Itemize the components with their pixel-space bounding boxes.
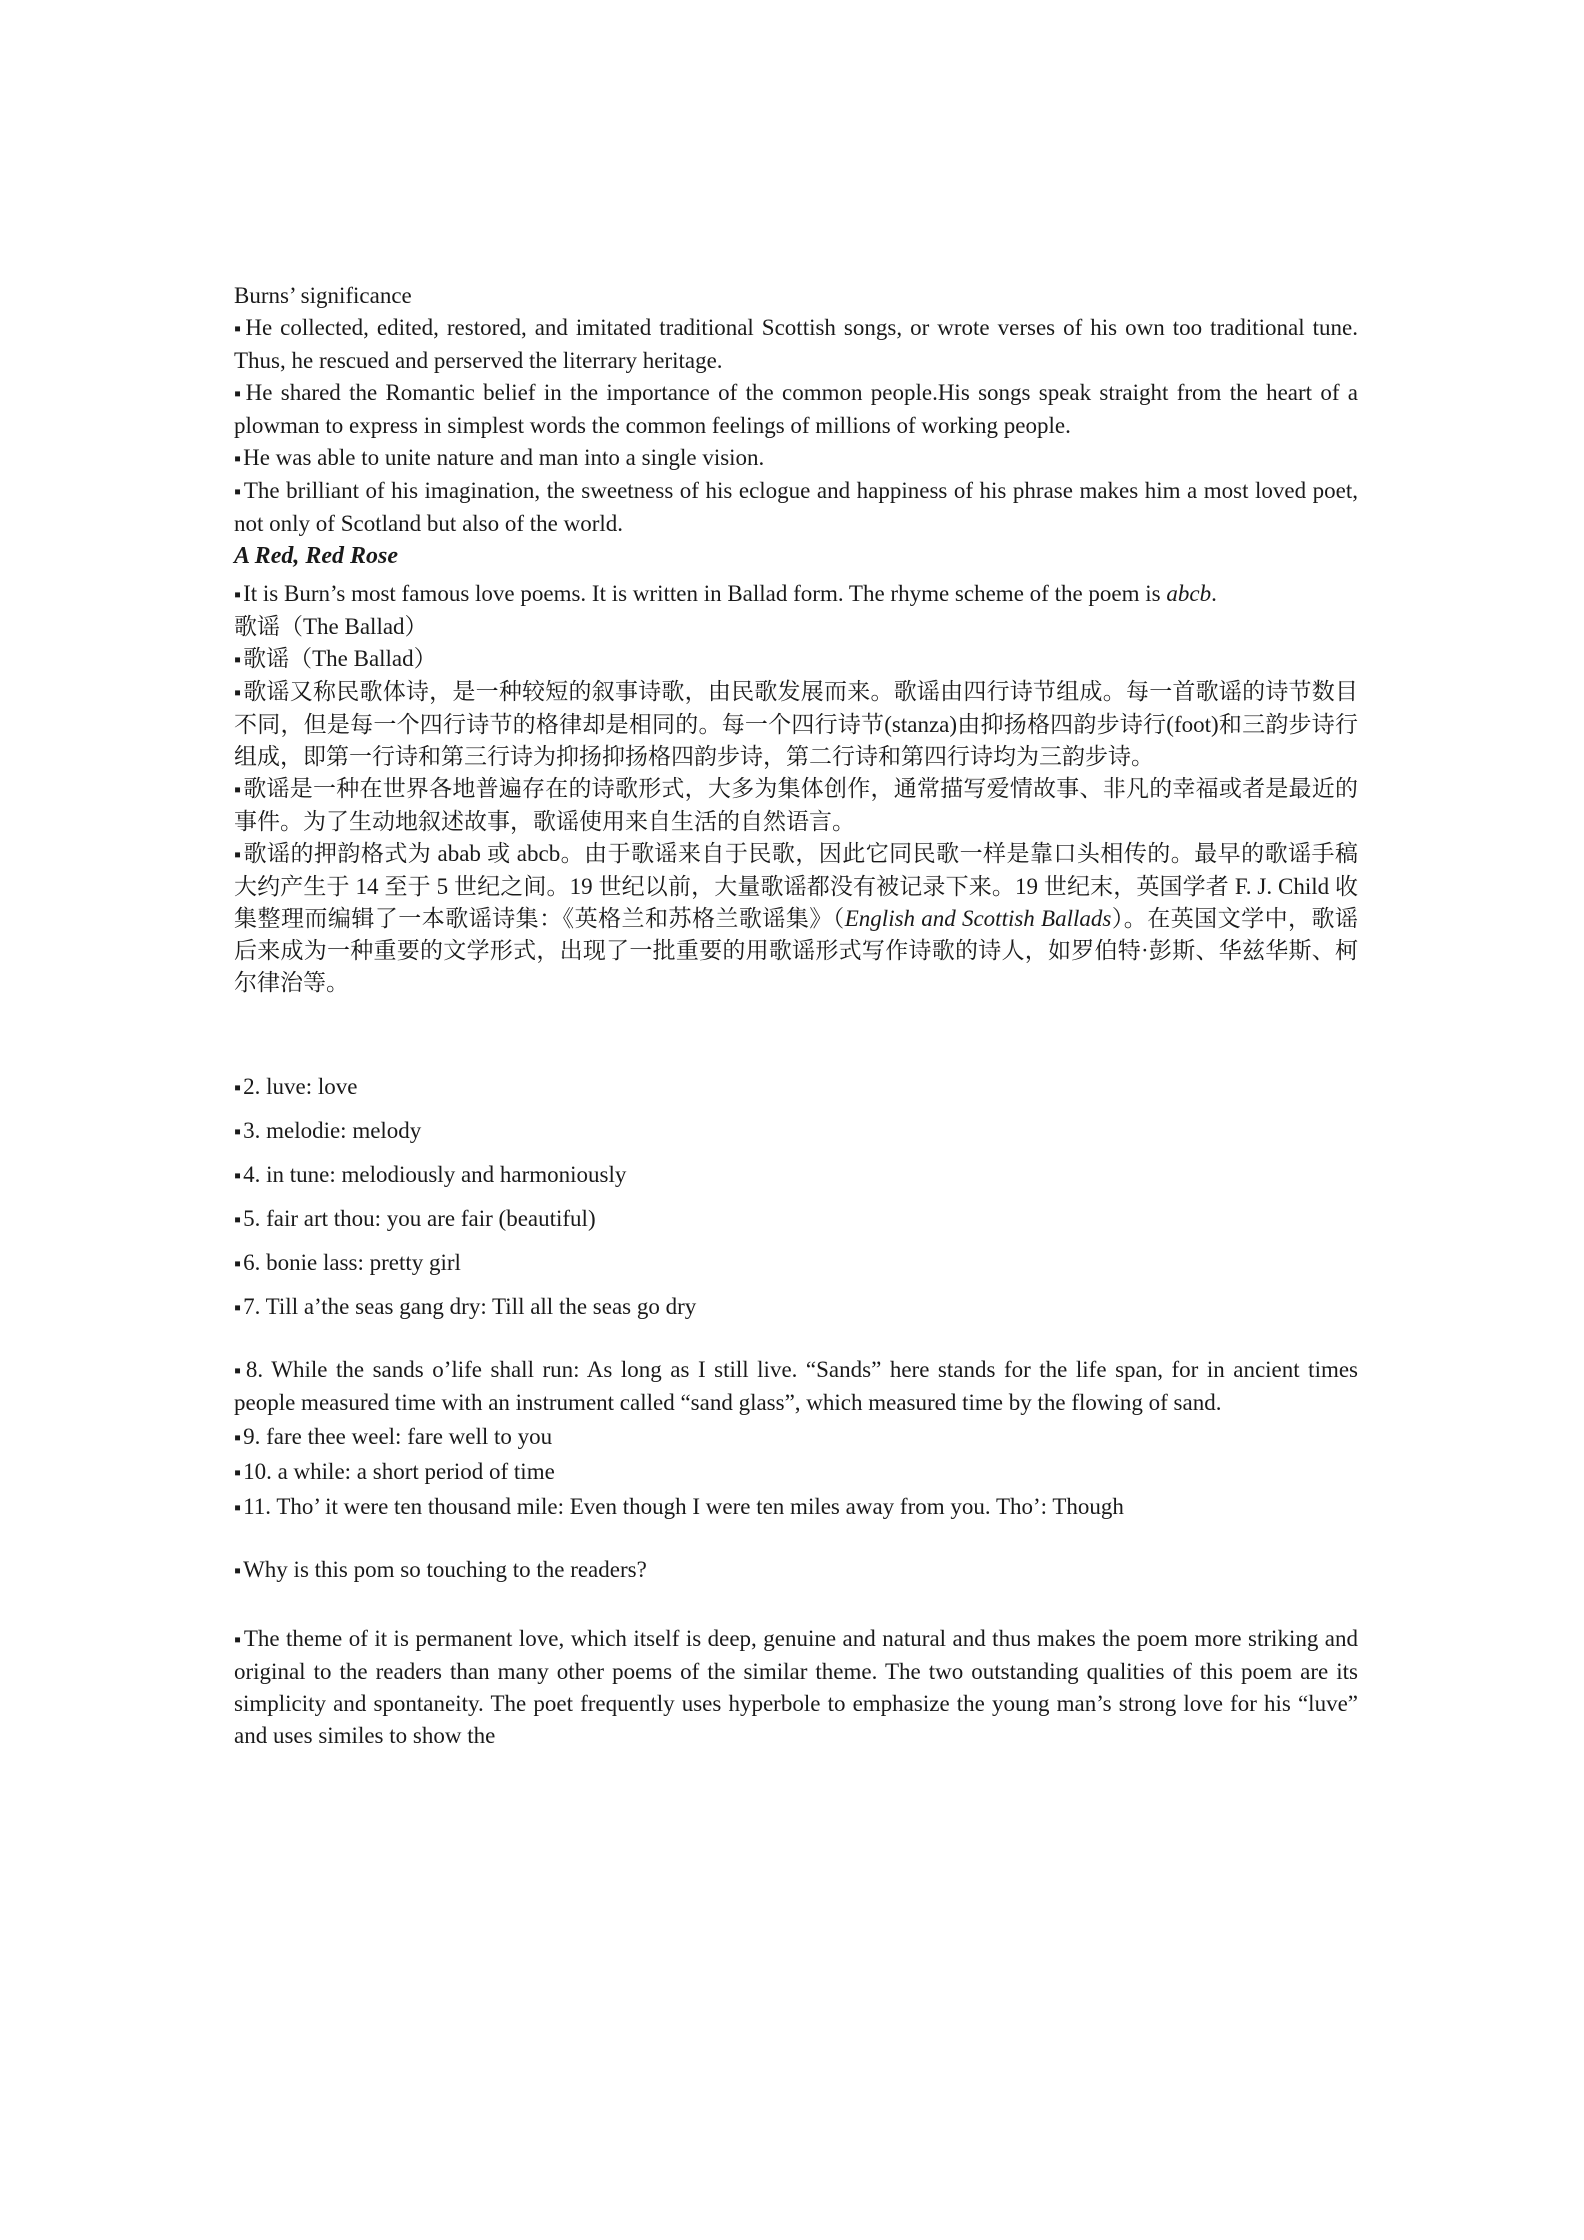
poem-title: A Red, Red Rose — [234, 543, 399, 569]
ballad-paragraph-3-a: 歌谣的押韵格式为 abab 或 abcb。由于歌谣来自于民歌，因此它同民歌一样是靠口头相传的。最早的歌谣手稿大约产生于 14 至于 5 世纪之间。19 世纪以前，大量歌谣都没有被记录下来。19 世纪末，英国学者 F. J. Child 收集整理而编辑了一本歌谣诗集：《英格兰和苏格兰歌谣集》（ — [234, 841, 1358, 931]
significance-point-1: ▪ He collected, edited, restored, and imitated traditional Scottish songs, or wrote verses of his own too traditional tune. Thus, he rescued and perserved the literrary heritage. — [234, 312, 1358, 377]
question: ▪ Why is this pom so touching to the readers? — [234, 1554, 1358, 1587]
ballad-paragraph-2: ▪ 歌谣是一种在世界各地普遍存在的诗歌形式，大多为集体创作，通常描写爱情故事、非凡的幸福或者是最近的事件。为了生动地叙述故事，歌谣使用来自生活的自然语言。 — [234, 773, 1358, 838]
rhyme-scheme: abcb — [1166, 581, 1212, 606]
note-item: ▪ 5. fair art thou: you are fair (beautiful) — [234, 1203, 1358, 1236]
notes-list — [234, 1071, 1358, 1324]
note-item: ▪ 4. in tune: melodiously and harmoniously — [234, 1159, 1358, 1192]
poem-intro-text: It is Burn’s most famous love poems. It is written in Ballad form. The rhyme scheme of the poem is — [243, 581, 1167, 606]
significance-point-4: ▪ The brilliant of his imagination, the sweetness of his eclogue and happiness of his phrase makes him a most loved poet, not only of Scotland but also of the world. — [234, 475, 1358, 540]
notes-list-2 — [234, 1354, 1358, 1524]
ballad-paragraph-1: ▪ 歌谣又称民歌体诗，是一种较短的叙事诗歌，由民歌发展而来。歌谣由四行诗节组成。每一首歌谣的诗节数目不同，但是每一个四行诗节的格律却是相同的。每一个四行诗节(stanza)由抑扬格四韵步诗行(foot)和三韵步诗行组成，即第一行诗和第三行诗为抑扬抑扬格四韵步诗，第二行诗和第四行诗均为三韵步诗。 — [234, 676, 1358, 773]
note-item: ▪ 2. luve: love — [234, 1071, 1358, 1104]
note-item: ▪ 9. fare thee weel: fare well to you — [234, 1421, 1358, 1454]
note-item: ▪ 10. a while: a short period of time — [234, 1456, 1358, 1489]
ballad-collection-title: English and Scottish Ballads — [844, 906, 1112, 931]
note-item: ▪ 3. melodie: melody — [234, 1115, 1358, 1148]
note-item: ▪ 7. Till a’the seas gang dry: Till all the seas go dry — [234, 1291, 1358, 1324]
ballad-paragraph-3 — [234, 838, 1358, 999]
significance-point-2: ▪ He shared the Romantic belief in the importance of the common people.His songs speak straight from the heart of a plowman to express in simplest words the common feelings of millions of working people. — [234, 377, 1358, 442]
section-title: Burns’ significance — [234, 283, 412, 308]
note-item: ▪ 6. bonie lass: pretty girl — [234, 1247, 1358, 1280]
note-item: ▪ 8. While the sands o’life shall run: As long as I still live. “Sands” here stands for the life span, for in ancient times people measured time with an instrument called “sand glass”, which measured time by the flowing of sand. — [234, 1354, 1358, 1419]
ballad-heading-bullet: ▪ 歌谣（The Ballad） — [234, 643, 1358, 676]
document-body — [234, 280, 1358, 1752]
ballad-heading: 歌谣（The Ballad） — [234, 614, 428, 639]
ballad-paragraph-3-b: ）。在英国文学中，歌谣后来成为一种重要的文学形式，出现了一批重要的用歌谣形式写作诗歌的诗人，如罗伯特·彭斯、华兹华斯、柯尔律治等。 — [234, 906, 1359, 995]
poem-intro: ▪ It is Burn’s most famous love poems. It is written in Ballad form. The rhyme scheme of the poem is abcb. — [234, 578, 1358, 611]
note-item: ▪ 11. Tho’ it were ten thousand mile: Even though I were ten miles away from you. Tho’: Though — [234, 1491, 1358, 1524]
significance-point-3: ▪ He was able to unite nature and man into a single vision. — [234, 442, 1358, 475]
answer-paragraph: ▪ The theme of it is permanent love, which itself is deep, genuine and natural and thus makes the poem more striking and original to the readers than many other poems of the similar theme. The two outstanding qualities of this poem are its simplicity and spontaneity. The poet frequently uses hyperbole to emphasize the young man’s strong love for his “luve” and uses similes to show the — [234, 1623, 1358, 1752]
